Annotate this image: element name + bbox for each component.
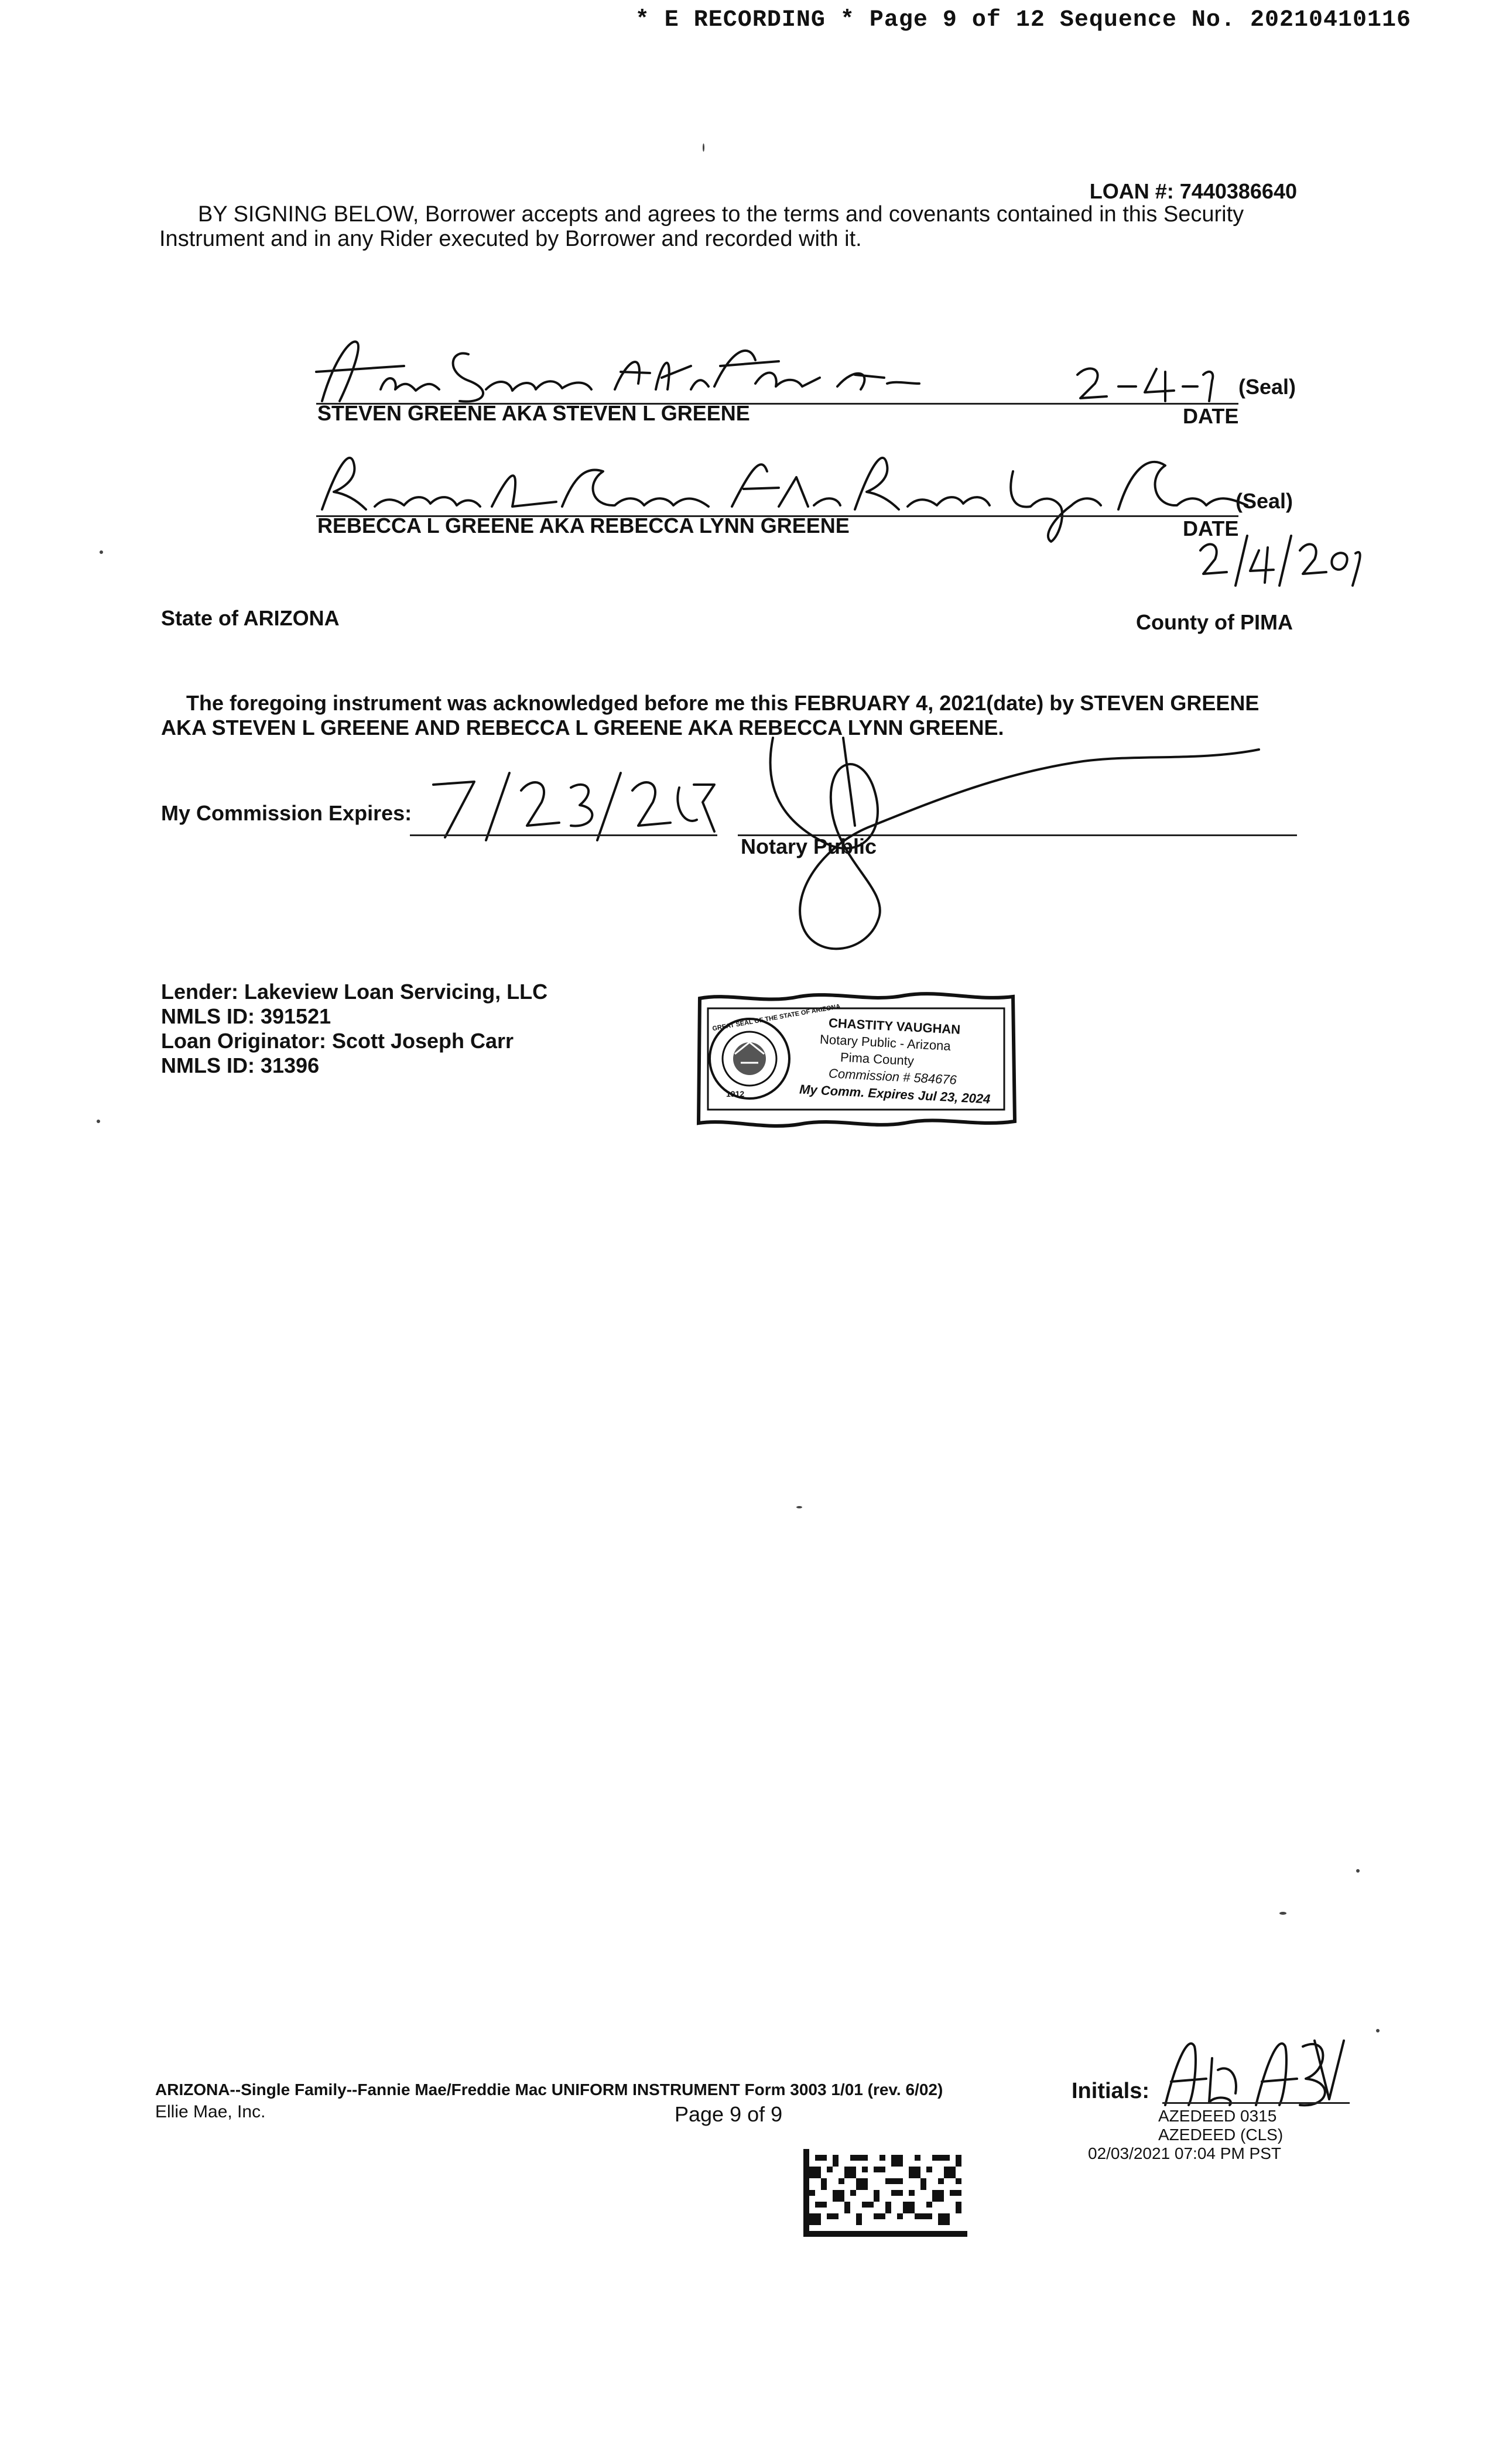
acknowledgment-line-2: AKA STEVEN L GREENE AND REBECCA L GREENE AKA REBECCA LYNN GREENE. xyxy=(161,716,1004,740)
stamp-commission: Commission # 584676 xyxy=(828,1066,957,1087)
commission-line xyxy=(410,834,717,836)
initials-line xyxy=(1162,2102,1350,2104)
lender-line-2: NMLS ID: 391521 xyxy=(161,1004,331,1028)
seal-year: 1912 xyxy=(726,1089,745,1098)
intro-line-1: BY SIGNING BELOW, Borrower accepts and agrees to the terms and covenants contained in this Security xyxy=(198,202,1244,227)
steven-greene-date xyxy=(1072,360,1224,407)
signer-2-name: REBECCA L GREENE AKA REBECCA LYNN GREENE xyxy=(317,514,850,538)
footer-vendor: Ellie Mae, Inc. xyxy=(155,2102,266,2121)
recording-banner: * E RECORDING * Page 9 of 12 Sequence No. 20210410116 xyxy=(635,7,1411,33)
footer-timestamp: 02/03/2021 07:04 PM PST xyxy=(1088,2144,1281,2162)
signer-2-seal: (Seal) xyxy=(1236,489,1293,513)
scan-speck xyxy=(796,1506,802,1508)
scan-speck xyxy=(1356,1869,1360,1873)
commission-expiry-handwritten xyxy=(422,761,726,843)
steven-greene-signature xyxy=(310,325,966,407)
loan-number: LOAN #: 7440386640 xyxy=(1089,179,1297,203)
signer-2-date-label: DATE xyxy=(1183,516,1239,540)
footer-code-2: AZEDEED (CLS) xyxy=(1158,2126,1284,2144)
footer-form-line: ARIZONA--Single Family--Fannie Mae/Freddie Mac UNIFORM INSTRUMENT Form 3003 1/01 (rev. 6/02) xyxy=(155,2080,943,2099)
intro-line-2: Instrument and in any Rider executed by Borrower and recorded with it. xyxy=(159,227,862,251)
footer-page-number: Page 9 of 9 xyxy=(675,2102,783,2126)
scan-speck xyxy=(1376,2029,1380,2032)
signer-1-name: STEVEN GREENE AKA STEVEN L GREENE xyxy=(317,401,750,425)
stamp-expires: My Comm. Expires Jul 23, 2024 xyxy=(799,1082,991,1107)
footer-code-1: AZEDEED 0315 xyxy=(1158,2107,1277,2125)
lender-line-4: NMLS ID: 31396 xyxy=(161,1053,320,1077)
stamp-county: Pima County xyxy=(840,1049,915,1069)
scan-speck xyxy=(97,1120,100,1123)
notary-stamp xyxy=(694,990,1019,1127)
stamp-title: Notary Public - Arizona xyxy=(819,1032,952,1053)
rebecca-greene-date xyxy=(1189,530,1364,588)
document-barcode xyxy=(803,2149,967,2237)
initials-label: Initials: xyxy=(1072,2079,1150,2103)
state-venue: State of ARIZONA xyxy=(161,606,340,630)
lender-line-1: Lender: Lakeview Loan Servicing, LLC xyxy=(161,980,548,1004)
county-venue: County of PIMA xyxy=(1136,610,1293,634)
scan-speck xyxy=(100,550,103,554)
signer-1-date-label: DATE xyxy=(1183,404,1239,428)
signer-1-seal: (Seal) xyxy=(1238,375,1296,399)
notary-label: Notary Public xyxy=(741,834,877,858)
lender-line-3: Loan Originator: Scott Joseph Carr xyxy=(161,1029,514,1053)
stamp-name: CHASTITY VAUGHAN xyxy=(828,1015,961,1037)
scan-speck xyxy=(1279,1912,1286,1915)
acknowledgment-line-1: The foregoing instrument was acknowledged before me this FEBRUARY 4, 2021(date) by STEVEN GREENE xyxy=(186,691,1260,715)
commission-label: My Commission Expires: xyxy=(161,801,412,825)
scan-speck xyxy=(703,143,704,152)
notary-signature xyxy=(755,726,1271,972)
seal-text: GREAT SEAL OF THE STATE OF ARIZONA xyxy=(711,1002,841,1033)
